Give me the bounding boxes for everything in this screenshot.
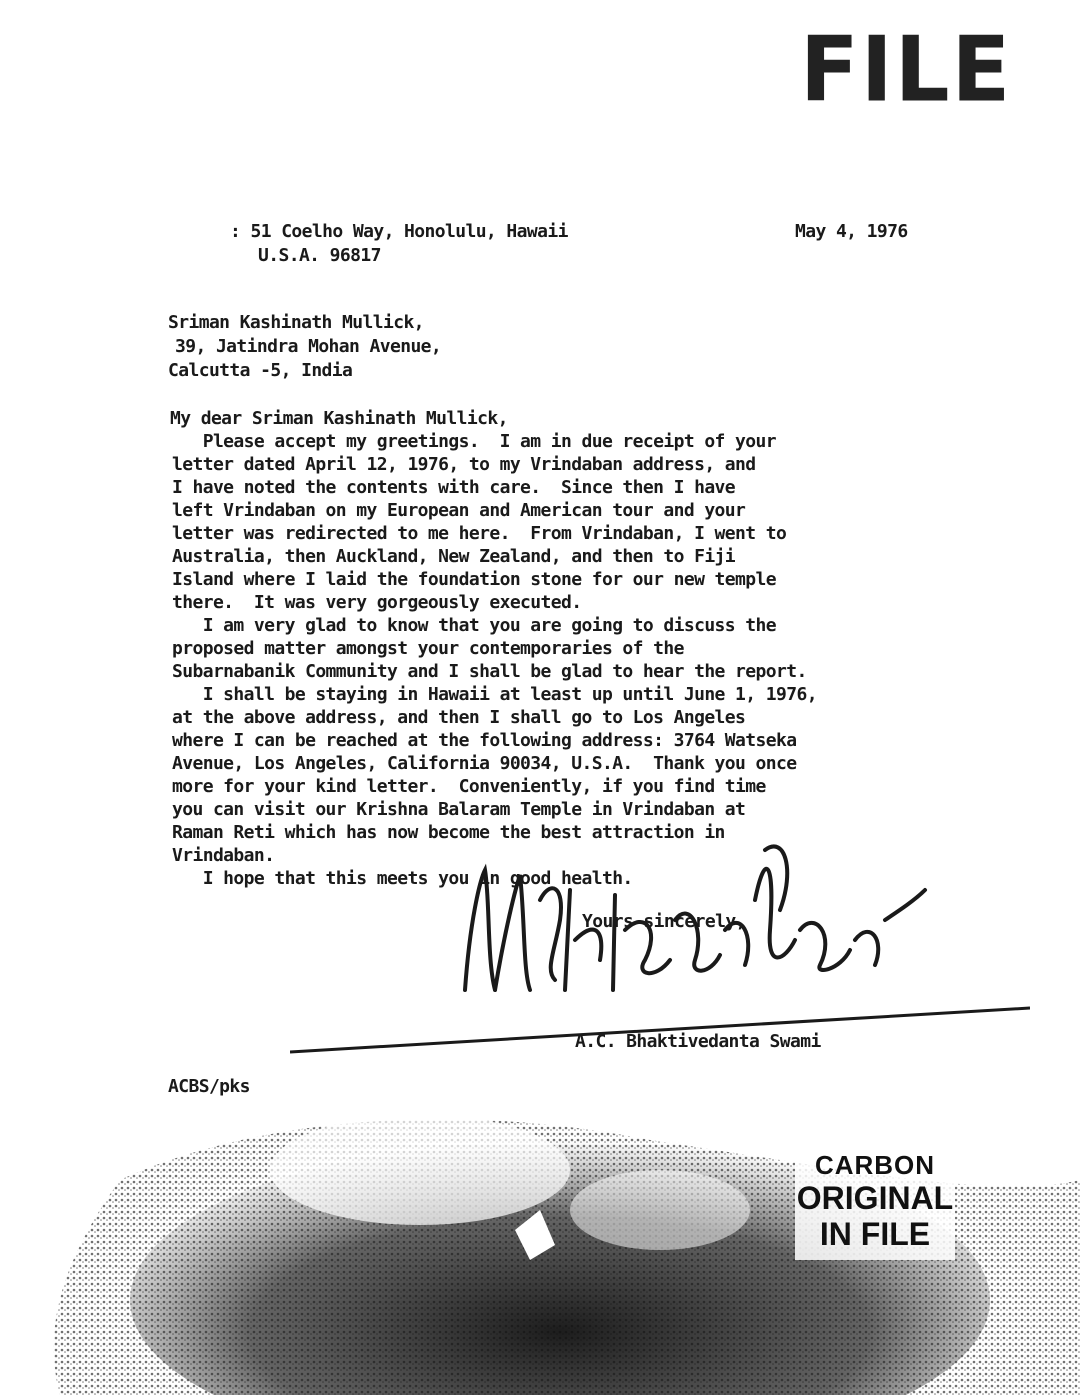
- body-line: Subarnabanik Community and I shall be glad to hear the report.: [172, 661, 807, 682]
- recipient-line-3: Calcutta -5, India: [168, 360, 353, 381]
- sender-address-line1: : 51 Coelho Way, Honolulu, Hawaii: [230, 221, 568, 242]
- body-line: left Vrindaban on my European and American tour and your: [172, 500, 746, 521]
- recipient-line-1: Sriman Kashinath Mullick,: [168, 312, 424, 333]
- carbon-stamp-line-2: ORIGINAL: [796, 1180, 954, 1216]
- body-line: there. It was very gorgeously executed.: [172, 592, 582, 613]
- body-line: Island where I laid the foundation stone for our new temple: [172, 569, 776, 590]
- typist-initials: ACBS/pks: [168, 1076, 250, 1097]
- carbon-stamp-line-1: CARBON: [814, 1150, 936, 1180]
- body-line: Avenue, Los Angeles, California 90034, U.S.A. Thank you once: [172, 753, 797, 774]
- body-line: Raman Reti which has now become the best attraction in: [172, 822, 725, 843]
- body-line: you can visit our Krishna Balaram Temple in Vrindaban at: [172, 799, 746, 820]
- carbon-original-stamp: [795, 1150, 955, 1252]
- closing: Yours sincerely,: [582, 911, 746, 932]
- body-line: Please accept my greetings. I am in due receipt of your: [172, 431, 776, 452]
- body-line: letter dated April 12, 1976, to my Vrindaban address, and: [172, 454, 756, 475]
- body-line: I shall be staying in Hawaii at least up until June 1, 1976,: [172, 684, 817, 705]
- body-line: Vrindaban.: [172, 845, 275, 866]
- sender-address-line2: U.S.A. 96817: [258, 245, 381, 266]
- salutation: My dear Sriman Kashinath Mullick,: [170, 408, 508, 429]
- body-line: I am very glad to know that you are going to discuss the: [172, 615, 776, 636]
- handwritten-signature: [455, 840, 935, 1020]
- carbon-stamp-line-3: IN FILE: [819, 1216, 931, 1252]
- recipient-line-2: 39, Jatindra Mohan Avenue,: [175, 336, 442, 357]
- body-line: I hope that this meets you in good health.: [172, 868, 633, 889]
- letter-date: May 4, 1976: [795, 221, 908, 242]
- body-line: I have noted the contents with care. Since then I have: [172, 477, 736, 498]
- signature-name: A.C. Bhaktivedanta Swami: [575, 1031, 821, 1052]
- file-stamp: FILE: [800, 17, 1013, 123]
- sender-address-text: 51 Coelho Way, Honolulu, Hawaii: [250, 221, 568, 242]
- body-line: where I can be reached at the following address: 3764 Watseka: [172, 730, 797, 751]
- body-line: proposed matter amongst your contemporaries of the: [172, 638, 684, 659]
- body-line: at the above address, and then I shall go to Los Angeles: [172, 707, 746, 728]
- body-line: more for your kind letter. Conveniently, if you find time: [172, 776, 766, 797]
- body-line: letter was redirected to me here. From Vrindaban, I went to: [172, 523, 787, 544]
- body-line: Australia, then Auckland, New Zealand, and then to Fiji: [172, 546, 736, 567]
